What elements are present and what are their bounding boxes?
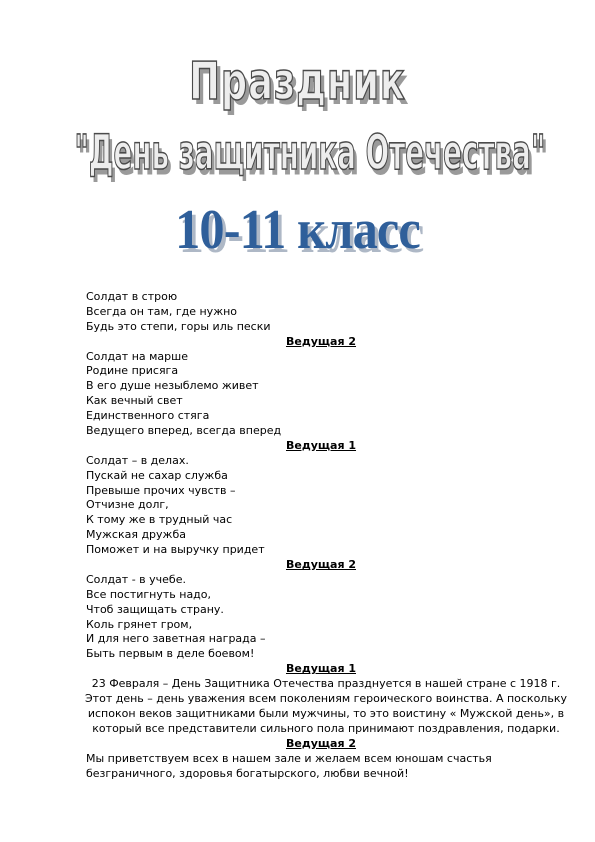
- verse-line: Солдат на марше: [86, 349, 188, 363]
- verse-line: Всегда он там, где нужно: [86, 304, 238, 318]
- speaker-heading: Ведущая 1: [285, 662, 357, 676]
- speaker-heading: Ведущая 1: [285, 438, 357, 452]
- speaker-heading: Ведущая 2: [285, 736, 357, 750]
- verse-line: Поможет и на выручку придет: [86, 543, 265, 557]
- paragraph-line: Этот день – день уважения всем поколениям героического воинства. А поскольку: [85, 692, 567, 706]
- verse-line: Все постигнуть надо,: [86, 587, 212, 601]
- verse-line: Отчизне долг,: [86, 498, 169, 512]
- speaker-heading: Ведущая 2: [285, 334, 357, 348]
- stanza-2: [86, 350, 556, 439]
- verse-line: И для него заветная награда –: [86, 632, 266, 646]
- paragraph-line: Мы приветствуем всех в нашем зале и желаем всем юношам счастья: [86, 751, 492, 765]
- verse-line: Мужская дружба: [86, 528, 186, 542]
- verse-line: Единственного стяга: [86, 409, 210, 423]
- verse-line: В его душе незыблемо живет: [86, 379, 259, 393]
- title-grade: 10-11 класс: [175, 199, 420, 261]
- verse-line: Пускай не сахар служба: [86, 468, 228, 482]
- verse-line: Коль грянет гром,: [86, 617, 193, 631]
- verse-line: Солдат – в делах.: [86, 453, 189, 467]
- speaker-heading: Ведущая 2: [285, 558, 357, 572]
- paragraph-greeting: [86, 752, 556, 782]
- verse-line: Солдат в строю: [86, 290, 178, 303]
- paragraph-line: который все представители сильного пола принимают поздравления, подарки.: [92, 721, 560, 735]
- verse-line: Солдат - в учебе.: [86, 572, 186, 586]
- paragraph-holiday-intro: [76, 677, 576, 737]
- verse-line: Будь это степи, горы иль пески: [86, 319, 271, 333]
- paragraph-line: испокон веков защитниками были мужчины, то это воистину « Мужской день», в: [87, 706, 565, 720]
- stanza-1: [86, 290, 556, 335]
- paragraph-line: 23 Февраля – День Защитника Отечества празднуется в нашей стране с 1918 г.: [91, 677, 561, 691]
- title-defender-day: "День защитника Отечества": [74, 125, 546, 181]
- verse-line: Родине присяга: [86, 364, 179, 378]
- paragraph-line: безграничного, здоровья богатырского, любви вечной!: [86, 766, 409, 780]
- script-text: [85, 290, 567, 781]
- verse-line: Ведущего вперед, всегда вперед: [86, 424, 282, 438]
- verse-line: Как вечный свет: [86, 394, 183, 408]
- stanza-3: [86, 454, 556, 558]
- verse-line: Чтоб защищать страну.: [86, 602, 224, 616]
- verse-line: Быть первым в деле боевом!: [86, 647, 255, 661]
- verse-line: Превыше прочих чувств –: [86, 483, 236, 497]
- stanza-4: [86, 573, 556, 662]
- title-holiday: Праздник: [189, 52, 406, 112]
- verse-line: К тому же в трудный час: [86, 513, 233, 527]
